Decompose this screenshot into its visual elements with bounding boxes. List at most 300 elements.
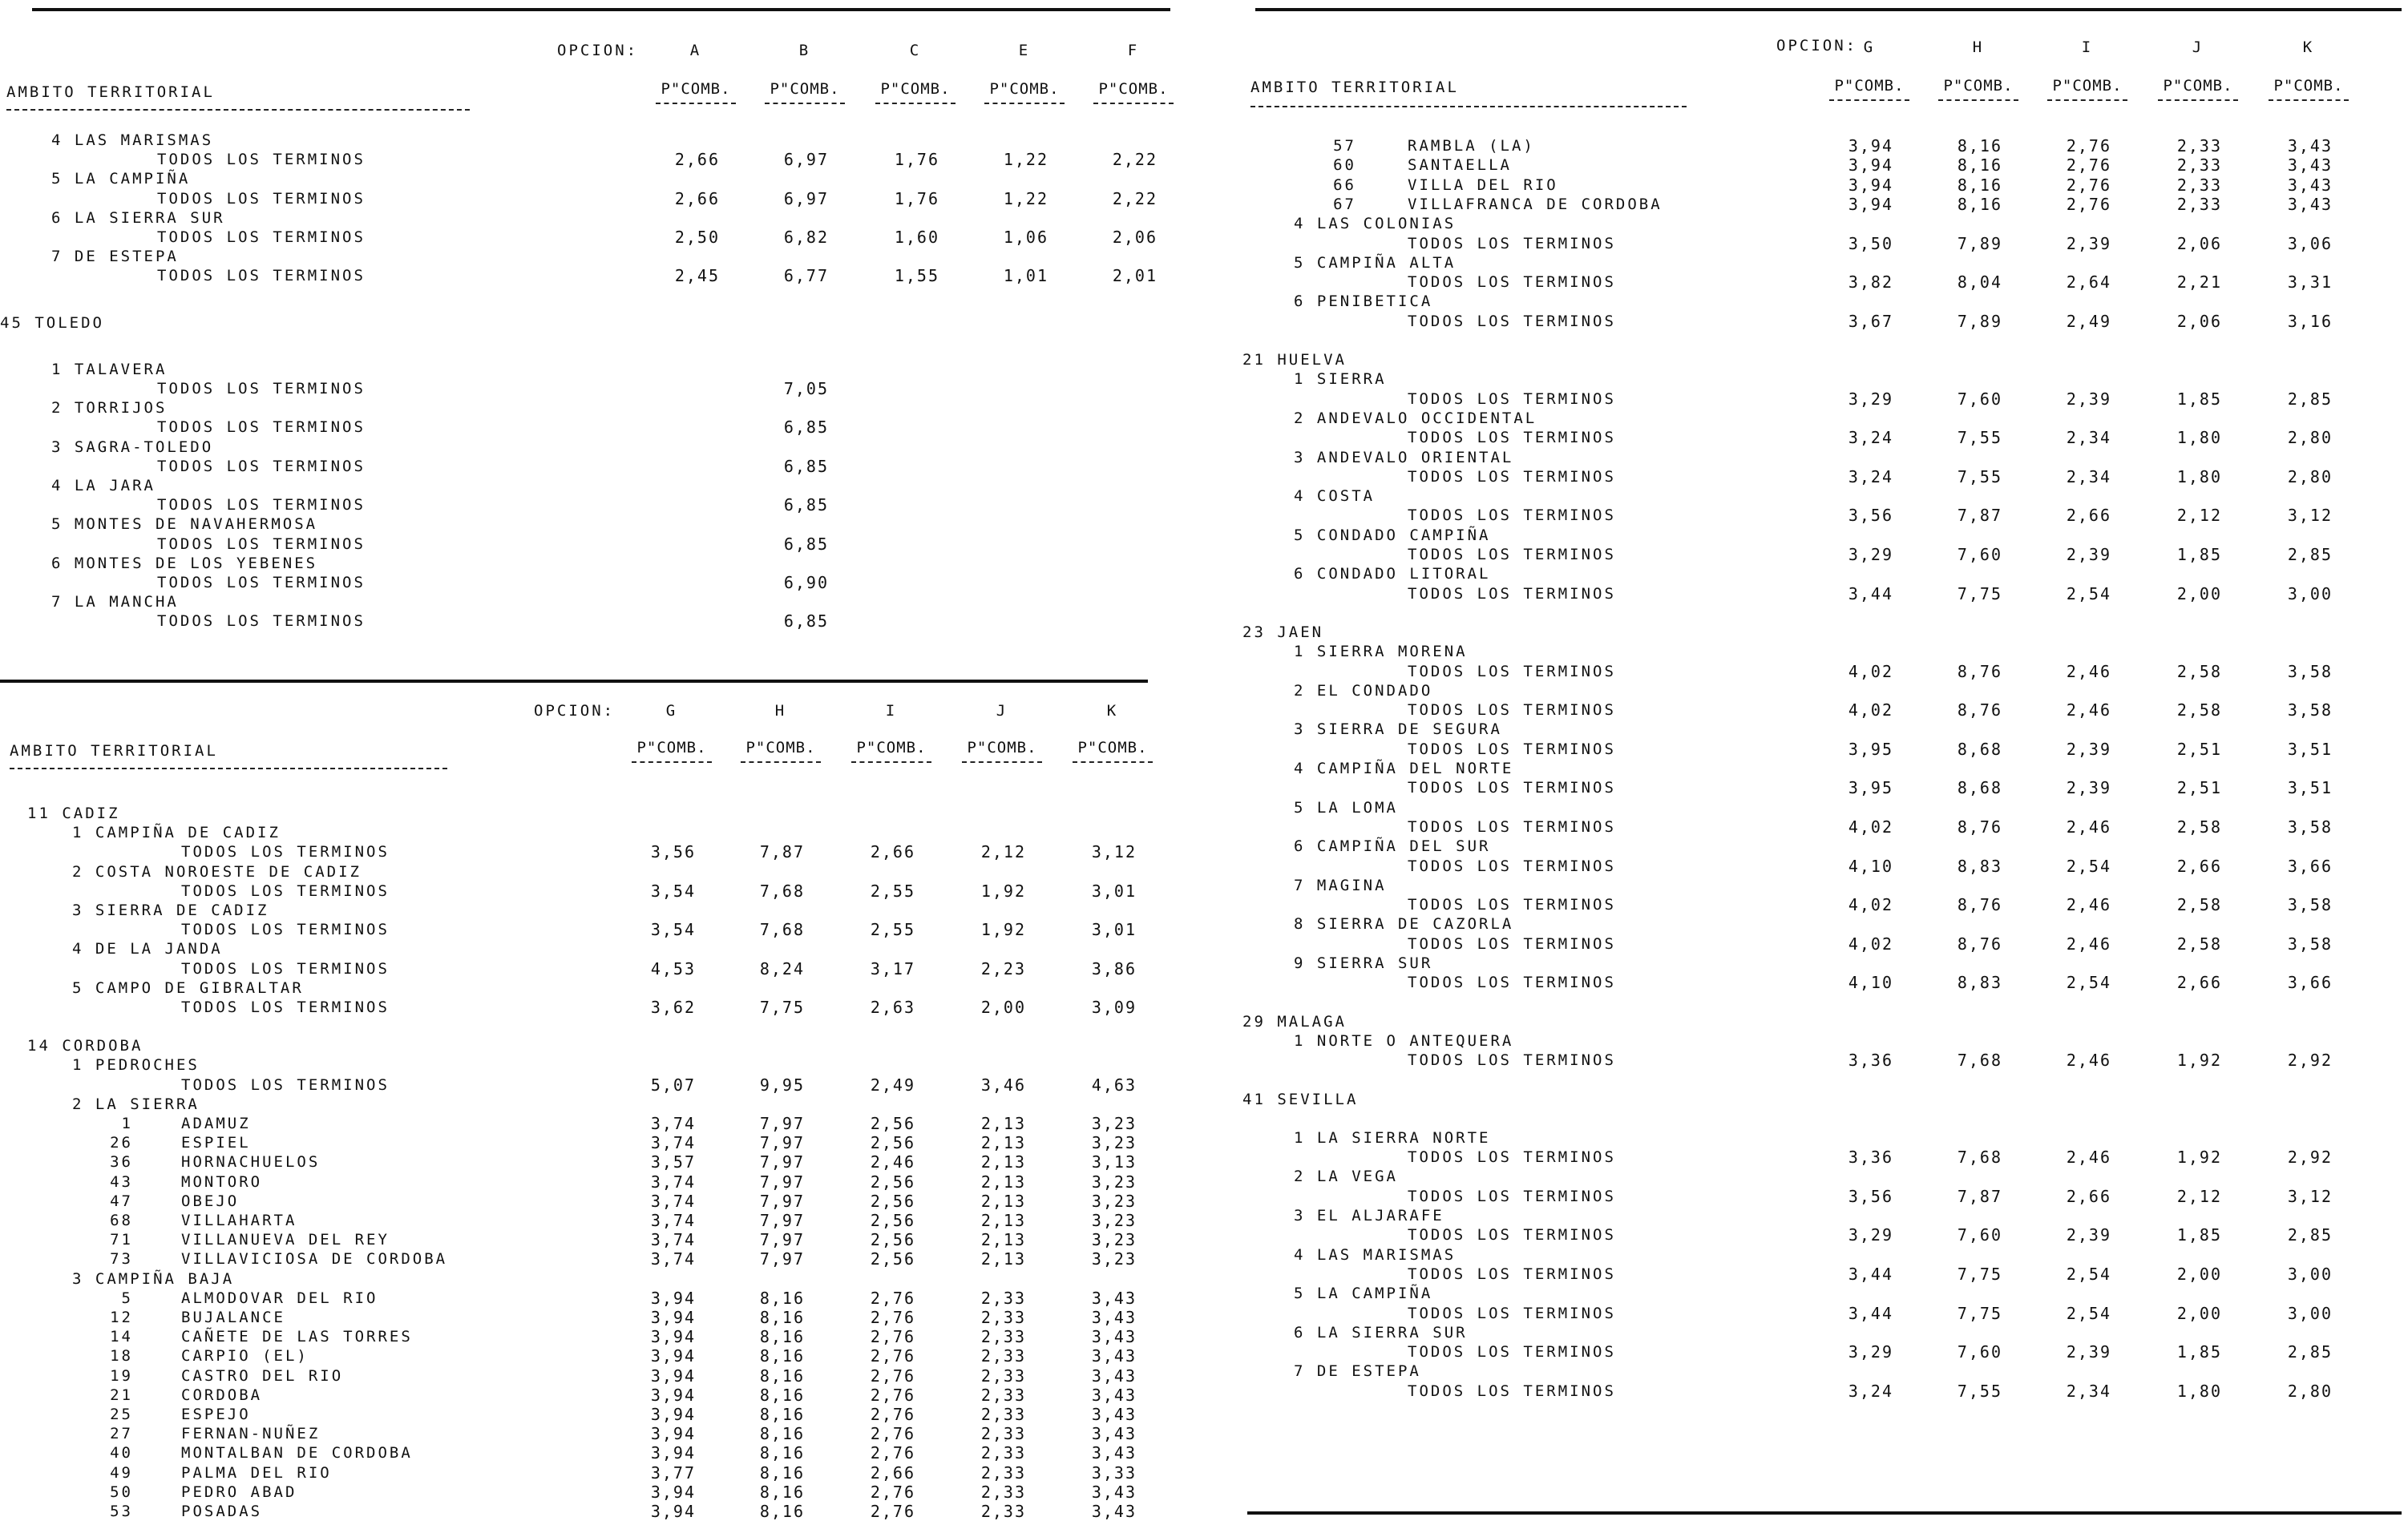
value-h: 8,76 — [1957, 817, 2002, 837]
value-g: 3,74 — [650, 1230, 696, 1250]
column-header-j: J — [2192, 38, 2204, 56]
value-j: 2,13 — [980, 1191, 1026, 1211]
value-g: 5,07 — [650, 1075, 696, 1095]
value-k: 3,58 — [2287, 700, 2333, 720]
territory-label: TODOS LOS TERMINOS — [1408, 467, 1616, 486]
column-subheader: P"COMB. — [1098, 80, 1169, 98]
territory-label: 6 CAMPIÑA DEL SUR — [1294, 837, 1491, 856]
territory-label: TODOS LOS TERMINOS — [157, 418, 366, 437]
value-k: 3,43 — [2287, 136, 2333, 155]
value-b: 6,85 — [783, 534, 829, 554]
value-h: 8,76 — [1957, 700, 2002, 720]
value-h: 7,60 — [1957, 1225, 2002, 1245]
value-g: 3,94 — [650, 1502, 696, 1521]
value-k: 2,80 — [2287, 1381, 2333, 1401]
value-j: 2,33 — [2176, 194, 2222, 214]
value-k: 3,00 — [2287, 1303, 2333, 1323]
value-h: 7,55 — [1957, 428, 2002, 448]
territory-label: TODOS LOS TERMINOS — [157, 151, 366, 169]
territory-label: 3 CAMPIÑA BAJA — [72, 1269, 235, 1288]
value-g: 3,36 — [1848, 1051, 1893, 1071]
value-e: 1,06 — [1003, 228, 1048, 247]
value-h: 8,83 — [1957, 973, 2002, 993]
column-subheader: P"COMB. — [2273, 77, 2344, 95]
territory-label: 29 MALAGA — [1242, 1012, 1347, 1031]
territory-label: TODOS LOS TERMINOS — [157, 380, 366, 397]
header-underline — [6, 109, 470, 111]
territory-label: TODOS LOS TERMINOS — [157, 535, 366, 553]
municipio-code: 71 — [110, 1231, 133, 1249]
value-k: 3,43 — [1091, 1346, 1137, 1366]
territory-label: MONTALBAN DE CORDOBA — [181, 1444, 413, 1462]
value-i: 2,46 — [2066, 661, 2111, 681]
value-h: 8,16 — [1957, 136, 2002, 155]
territory-label: 1 SIERRA — [1294, 370, 1387, 389]
territory-label: PEDRO ABAD — [181, 1483, 297, 1501]
territory-label: ESPEJO — [181, 1406, 251, 1423]
value-k: 2,85 — [2287, 1225, 2333, 1245]
value-h: 8,16 — [1957, 155, 2002, 176]
value-k: 3,23 — [1091, 1230, 1137, 1250]
value-i: 2,66 — [2066, 506, 2111, 526]
municipio-code: 27 — [110, 1425, 133, 1443]
value-j: 1,80 — [2176, 1381, 2222, 1401]
value-g: 3,29 — [1848, 1225, 1893, 1245]
territory-label: 4 LAS MARISMAS — [51, 131, 214, 149]
value-g: 3,29 — [1848, 545, 1893, 564]
territory-label: 3 SIERRA DE SEGURA — [1294, 720, 1502, 739]
value-h: 7,55 — [1957, 466, 2002, 486]
municipio-code: 73 — [110, 1250, 133, 1269]
column-subheader: P"COMB. — [745, 739, 816, 756]
territory-label: 5 LA CAMPIÑA — [1294, 1285, 1433, 1303]
value-i: 2,76 — [870, 1346, 915, 1366]
column-header-b: B — [798, 42, 811, 59]
territory-label: TODOS LOS TERMINOS — [1408, 273, 1616, 292]
territory-label: POSADAS — [181, 1503, 263, 1520]
value-j: 2,23 — [980, 958, 1026, 978]
value-h: 7,97 — [759, 1230, 805, 1250]
territory-label: 4 COSTA — [1294, 487, 1376, 506]
value-h: 8,16 — [759, 1385, 805, 1405]
territory-label: 9 SIERRA SUR — [1294, 954, 1433, 972]
value-g: 3,24 — [1848, 428, 1893, 448]
ambito-territorial-header: AMBITO TERRITORIAL — [10, 742, 218, 760]
value-g: 4,10 — [1848, 856, 1893, 876]
value-h: 8,16 — [759, 1462, 805, 1483]
value-g: 3,24 — [1848, 466, 1893, 486]
value-k: 3,06 — [2287, 233, 2333, 253]
value-k: 4,63 — [1091, 1075, 1137, 1095]
value-k: 3,12 — [2287, 506, 2333, 526]
value-a: 2,66 — [674, 188, 720, 208]
territory-label: 8 SIERRA DE CAZORLA — [1294, 915, 1514, 934]
value-b: 6,85 — [783, 418, 829, 438]
territory-label: TODOS LOS TERMINOS — [1408, 1187, 1616, 1205]
column-header-g: G — [665, 702, 678, 720]
value-k: 3,43 — [2287, 175, 2333, 195]
value-j: 2,13 — [980, 1172, 1026, 1192]
value-g: 3,56 — [1848, 506, 1893, 526]
municipio-code: 49 — [110, 1463, 133, 1482]
value-i: 2,76 — [870, 1288, 915, 1308]
column-subheader: P"COMB. — [661, 80, 731, 98]
value-a: 2,45 — [674, 266, 720, 286]
value-k: 3,43 — [1091, 1502, 1137, 1521]
column-underline — [875, 103, 956, 104]
column-subheader: P"COMB. — [2163, 77, 2233, 95]
territory-label: 11 CADIZ — [27, 805, 120, 822]
territory-label: 14 CORDOBA — [27, 1037, 143, 1055]
value-g: 3,94 — [650, 1443, 696, 1463]
value-k: 3,01 — [1091, 920, 1137, 940]
ambito-territorial-header: AMBITO TERRITORIAL — [6, 83, 215, 101]
territory-label: TODOS LOS TERMINOS — [1408, 1343, 1616, 1362]
territory-label: ALMODOVAR DEL RIO — [181, 1289, 378, 1307]
territory-label: CORDOBA — [181, 1386, 263, 1404]
value-h: 7,87 — [759, 842, 805, 862]
territory-label: 3 SAGRA-TOLEDO — [51, 438, 214, 456]
value-f: 2,22 — [1112, 150, 1158, 170]
value-g: 3,94 — [650, 1366, 696, 1386]
value-j: 2,12 — [980, 842, 1026, 862]
value-b: 6,85 — [783, 456, 829, 476]
value-h: 7,97 — [759, 1172, 805, 1192]
value-h: 7,97 — [759, 1249, 805, 1269]
value-c: 1,76 — [894, 150, 939, 170]
value-i: 2,49 — [2066, 311, 2111, 331]
value-g: 3,94 — [650, 1288, 696, 1308]
value-j: 1,85 — [2176, 545, 2222, 564]
column-subheader: P"COMB. — [1943, 77, 2014, 95]
territory-label: 6 PENIBETICA — [1294, 292, 1433, 311]
value-i: 2,54 — [2066, 1264, 2111, 1284]
municipio-code: 67 — [1333, 195, 1356, 213]
value-i: 2,56 — [870, 1249, 915, 1269]
value-h: 8,04 — [1957, 272, 2002, 292]
value-j: 2,33 — [980, 1385, 1026, 1405]
value-e: 1,22 — [1003, 150, 1048, 170]
territory-label: 3 EL ALJARAFE — [1294, 1207, 1444, 1224]
territory-label: CARPIO (EL) — [181, 1347, 309, 1366]
value-a: 2,50 — [674, 228, 720, 247]
value-i: 2,66 — [2066, 1186, 2111, 1206]
value-i: 2,66 — [870, 1462, 915, 1483]
territory-label: TODOS LOS TERMINOS — [181, 882, 390, 900]
value-k: 3,51 — [2287, 778, 2333, 798]
value-h: 8,16 — [1957, 194, 2002, 214]
value-h: 8,68 — [1957, 778, 2002, 798]
territory-label: 1 SIERRA MORENA — [1294, 643, 1468, 661]
municipio-code: 18 — [110, 1347, 133, 1366]
value-i: 2,76 — [2066, 194, 2111, 214]
value-i: 2,76 — [870, 1308, 915, 1327]
territory-label: 7 DE ESTEPA — [51, 248, 179, 266]
territory-label: VILLANUEVA DEL REY — [181, 1231, 390, 1249]
value-i: 2,76 — [2066, 136, 2111, 155]
value-i: 2,56 — [870, 1172, 915, 1192]
value-k: 2,80 — [2287, 466, 2333, 486]
value-h: 8,16 — [759, 1346, 805, 1366]
value-k: 3,58 — [2287, 817, 2333, 837]
value-b: 7,05 — [783, 379, 829, 398]
municipio-code: 40 — [110, 1444, 133, 1462]
territory-label: 6 CONDADO LITORAL — [1294, 565, 1491, 583]
column-underline — [984, 103, 1065, 104]
value-g: 3,94 — [1848, 136, 1893, 155]
value-j: 2,33 — [980, 1482, 1026, 1502]
value-k: 3,00 — [2287, 1264, 2333, 1284]
value-k: 3,43 — [2287, 155, 2333, 176]
value-j: 2,58 — [2176, 661, 2222, 681]
value-i: 2,76 — [870, 1385, 915, 1405]
value-h: 7,97 — [759, 1133, 805, 1153]
value-k: 3,86 — [1091, 958, 1137, 978]
opcion-label: OPCION: — [534, 702, 616, 720]
value-h: 8,16 — [759, 1405, 805, 1424]
value-h: 7,68 — [1957, 1148, 2002, 1168]
value-k: 2,85 — [2287, 1342, 2333, 1362]
territory-label: 5 CAMPO DE GIBRALTAR — [72, 978, 304, 997]
column-underline — [2158, 99, 2238, 101]
value-b: 6,97 — [783, 188, 829, 208]
value-g: 3,94 — [650, 1346, 696, 1366]
value-k: 3,43 — [1091, 1424, 1137, 1444]
value-k: 3,12 — [1091, 842, 1137, 862]
value-h: 8,16 — [759, 1308, 805, 1327]
value-i: 2,54 — [2066, 583, 2111, 603]
value-j: 2,13 — [980, 1114, 1026, 1133]
territory-label: 2 EL CONDADO — [1294, 681, 1433, 700]
value-g: 4,53 — [650, 958, 696, 978]
value-i: 2,46 — [2066, 1148, 2111, 1168]
value-j: 2,00 — [2176, 1303, 2222, 1323]
territory-label: TODOS LOS TERMINOS — [181, 921, 390, 939]
value-g: 3,29 — [1848, 389, 1893, 409]
value-i: 2,54 — [2066, 1303, 2111, 1323]
value-j: 2,33 — [980, 1327, 1026, 1347]
value-h: 7,68 — [759, 881, 805, 901]
value-g: 3,74 — [650, 1191, 696, 1211]
value-i: 2,46 — [2066, 895, 2111, 915]
municipio-code: 19 — [110, 1366, 133, 1385]
territory-label: 4 LAS COLONIAS — [1294, 215, 1457, 233]
municipio-code: 26 — [110, 1134, 133, 1152]
column-underline — [2047, 99, 2127, 101]
value-i: 2,34 — [2066, 428, 2111, 448]
territory-label: 2 TORRIJOS — [51, 399, 168, 418]
territory-label: TODOS LOS TERMINOS — [181, 999, 390, 1016]
value-i: 2,76 — [870, 1327, 915, 1347]
value-i: 2,54 — [2066, 973, 2111, 993]
territory-label: 1 NORTE O ANTEQUERA — [1294, 1031, 1514, 1050]
value-k: 3,33 — [1091, 1462, 1137, 1483]
value-k: 3,13 — [1091, 1152, 1137, 1172]
territory-label: 4 LAS MARISMAS — [1294, 1245, 1457, 1264]
territory-label: TODOS LOS TERMINOS — [157, 228, 366, 246]
value-j: 1,85 — [2176, 389, 2222, 409]
territory-label: ADAMUZ — [181, 1115, 251, 1132]
municipio-code: 25 — [110, 1406, 133, 1423]
value-k: 3,43 — [1091, 1288, 1137, 1308]
value-h: 7,97 — [759, 1152, 805, 1172]
value-j: 2,33 — [980, 1443, 1026, 1463]
value-i: 2,56 — [870, 1114, 915, 1133]
ambito-territorial-header: AMBITO TERRITORIAL — [1250, 79, 1459, 96]
municipio-code: 53 — [110, 1503, 133, 1520]
value-h: 8,76 — [1957, 934, 2002, 954]
value-k: 3,43 — [2287, 194, 2333, 214]
value-i: 2,76 — [870, 1405, 915, 1424]
value-i: 2,54 — [2066, 856, 2111, 876]
territory-label: CASTRO DEL RIO — [181, 1366, 344, 1385]
territory-label: VILLAVICIOSA DE CORDOBA — [181, 1250, 448, 1269]
value-k: 2,85 — [2287, 389, 2333, 409]
value-i: 3,17 — [870, 958, 915, 978]
value-j: 2,33 — [980, 1346, 1026, 1366]
column-subheader: P"COMB. — [989, 80, 1060, 98]
value-k: 3,43 — [1091, 1327, 1137, 1347]
value-k: 3,31 — [2287, 272, 2333, 292]
column-header-a: A — [689, 42, 702, 59]
column-underline — [765, 103, 845, 104]
value-g: 3,36 — [1848, 1148, 1893, 1168]
value-c: 1,60 — [894, 228, 939, 247]
territory-label: TODOS LOS TERMINOS — [1408, 1148, 1616, 1167]
value-g: 3,94 — [650, 1327, 696, 1347]
territory-label: 3 ANDEVALO ORIENTAL — [1294, 448, 1514, 466]
territory-label: TODOS LOS TERMINOS — [1408, 389, 1616, 408]
value-j: 1,80 — [2176, 466, 2222, 486]
value-h: 7,60 — [1957, 389, 2002, 409]
column-subheader: P"COMB. — [967, 739, 1037, 756]
territory-label: TODOS LOS TERMINOS — [1408, 546, 1616, 563]
value-j: 2,13 — [980, 1211, 1026, 1230]
territory-label: 1 TALAVERA — [51, 360, 168, 378]
territory-label: VILLA DEL RIO — [1408, 176, 1558, 194]
column-header-k: K — [1106, 702, 1119, 720]
territory-label: 5 CAMPIÑA ALTA — [1294, 253, 1457, 272]
value-b: 6,97 — [783, 150, 829, 170]
column-subheader: P"COMB. — [1834, 77, 1905, 95]
value-g: 4,10 — [1848, 973, 1893, 993]
column-underline — [851, 761, 931, 763]
value-g: 3,50 — [1848, 233, 1893, 253]
territory-label: TODOS LOS TERMINOS — [1408, 857, 1616, 875]
value-g: 3,54 — [650, 920, 696, 940]
territory-label: HORNACHUELOS — [181, 1153, 321, 1172]
value-i: 2,39 — [2066, 545, 2111, 564]
value-j: 2,58 — [2176, 895, 2222, 915]
column-subheader: P"COMB. — [770, 80, 840, 98]
value-h: 7,89 — [1957, 311, 2002, 331]
territory-label: TODOS LOS TERMINOS — [181, 959, 390, 978]
value-g: 3,94 — [650, 1405, 696, 1424]
value-g: 4,02 — [1848, 661, 1893, 681]
value-i: 2,34 — [2066, 1381, 2111, 1401]
value-k: 3,43 — [1091, 1482, 1137, 1502]
value-j: 2,12 — [2176, 1186, 2222, 1206]
value-h: 8,76 — [1957, 661, 2002, 681]
value-j: 2,13 — [980, 1133, 1026, 1153]
territory-label: TODOS LOS TERMINOS — [1408, 584, 1616, 603]
municipio-code: 60 — [1333, 156, 1356, 175]
value-j: 2,00 — [2176, 1264, 2222, 1284]
column-header-e: E — [1018, 42, 1031, 59]
header-underline — [10, 768, 447, 769]
territory-label: TODOS LOS TERMINOS — [1408, 1382, 1616, 1400]
column-header-k: K — [2302, 38, 2315, 56]
value-j: 2,66 — [2176, 856, 2222, 876]
municipio-code: 14 — [110, 1328, 133, 1346]
value-b: 6,90 — [783, 573, 829, 592]
value-k: 3,43 — [1091, 1385, 1137, 1405]
territory-label: TODOS LOS TERMINOS — [181, 843, 390, 861]
value-k: 3,58 — [2287, 661, 2333, 681]
municipio-code: 36 — [110, 1153, 133, 1172]
value-i: 2,63 — [870, 998, 915, 1017]
value-j: 2,00 — [2176, 583, 2222, 603]
territory-label: 2 ANDEVALO OCCIDENTAL — [1294, 409, 1537, 427]
value-k: 3,43 — [1091, 1443, 1137, 1463]
value-i: 2,46 — [870, 1152, 915, 1172]
value-a: 2,66 — [674, 150, 720, 170]
column-header-h: H — [1972, 38, 1985, 56]
territory-label: BUJALANCE — [181, 1309, 285, 1326]
territory-label: 4 LA JARA — [51, 477, 156, 494]
territory-label: FERNAN-NUÑEZ — [181, 1425, 321, 1443]
value-h: 7,97 — [759, 1211, 805, 1230]
territory-label: 7 LA MANCHA — [51, 593, 179, 611]
value-j: 2,33 — [980, 1462, 1026, 1483]
value-g: 4,02 — [1848, 895, 1893, 915]
value-j: 2,33 — [2176, 175, 2222, 195]
value-k: 3,23 — [1091, 1191, 1137, 1211]
value-g: 3,94 — [650, 1385, 696, 1405]
value-h: 7,75 — [1957, 1264, 2002, 1284]
value-j: 2,33 — [980, 1366, 1026, 1386]
value-i: 2,76 — [870, 1366, 915, 1386]
column-header-i: I — [2081, 38, 2094, 56]
territory-label: SANTAELLA — [1408, 156, 1512, 175]
column-underline — [2269, 99, 2349, 101]
territory-label: TODOS LOS TERMINOS — [1408, 779, 1616, 797]
value-k: 3,51 — [2287, 739, 2333, 759]
column-header-j: J — [996, 702, 1008, 720]
territory-label: TODOS LOS TERMINOS — [157, 189, 366, 208]
value-h: 7,97 — [759, 1191, 805, 1211]
value-g: 3,77 — [650, 1462, 696, 1483]
section-rule-bottom — [1247, 1511, 2402, 1515]
territory-label: CAÑETE DE LAS TORRES — [181, 1328, 413, 1346]
value-h: 7,68 — [759, 920, 805, 940]
territory-label: MONTORO — [181, 1172, 263, 1191]
territory-label: TODOS LOS TERMINOS — [1408, 506, 1616, 525]
value-i: 2,64 — [2066, 272, 2111, 292]
value-h: 9,95 — [759, 1075, 805, 1095]
territory-label: 6 LA SIERRA SUR — [1294, 1323, 1468, 1341]
value-h: 8,24 — [759, 958, 805, 978]
column-header-c: C — [909, 42, 922, 59]
territory-label: TODOS LOS TERMINOS — [157, 267, 366, 285]
territory-label: TODOS LOS TERMINOS — [1408, 896, 1616, 914]
value-k: 3,09 — [1091, 998, 1137, 1017]
territory-label: 5 MONTES DE NAVAHERMOSA — [51, 515, 318, 534]
value-j: 2,06 — [2176, 311, 2222, 331]
value-h: 7,89 — [1957, 233, 2002, 253]
value-i: 2,76 — [2066, 175, 2111, 195]
municipio-code: 50 — [110, 1483, 133, 1501]
